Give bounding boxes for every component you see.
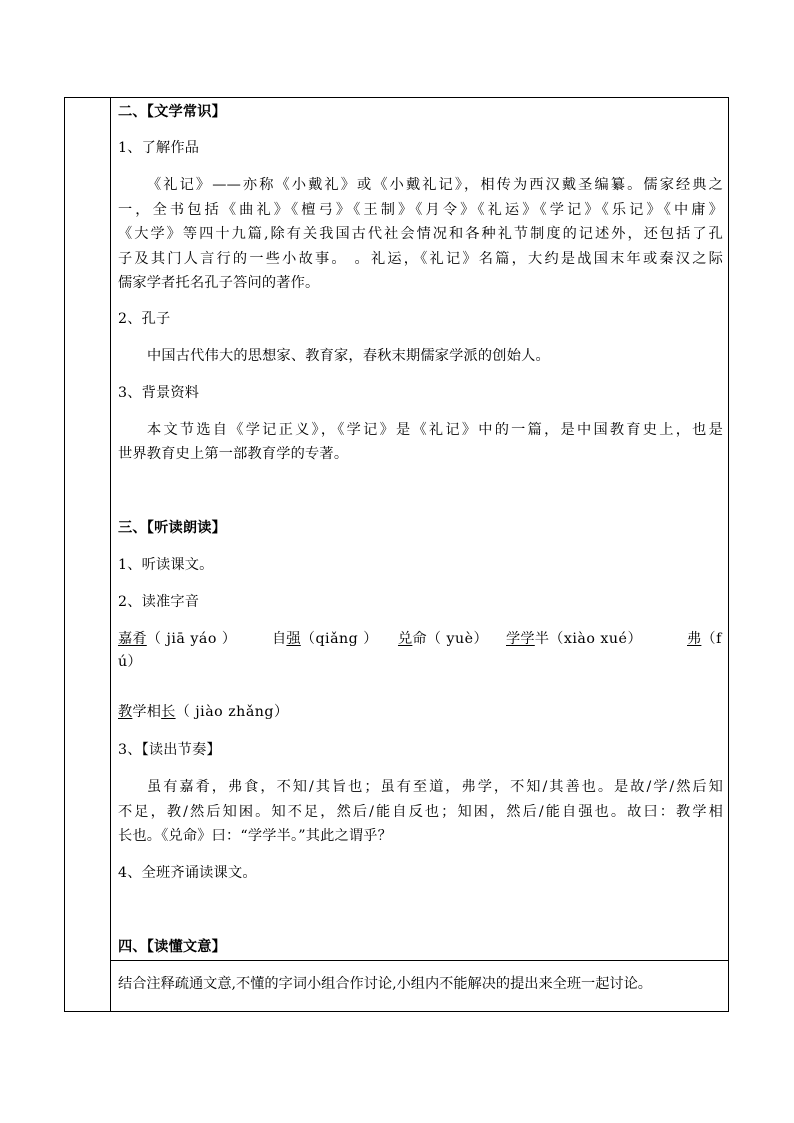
pronunciation-wrap: ú） [118,654,142,670]
rhythm-line: 长也。《兑命》曰：“学学半。”其此之谓乎？ [118,828,393,844]
section-heading-reading: 三、【听读朗读】 [118,520,227,536]
rhythm-line: 不足，教/然后知困。知不足，然后/能自反也；知困，然后/能自强也。故曰：教学相 [118,804,723,820]
list-item-listen: 1、听读课文。 [118,557,214,573]
paragraph-line: 《大学》等四十九篇,除有关我国古代社会情况和各种礼节制度的记述外，还包括了孔 [118,226,723,242]
row-divider [111,960,728,961]
section-heading-meaning: 四、【读懂文意】 [118,939,227,955]
pron-item: 自强（qiǎng ） [272,631,378,647]
rhythm-line: 虽有嘉肴，弗食，不知/其旨也；虽有至道，弗学，不知/其善也。是故/学/然后知 [147,779,723,795]
pronunciation-row-2: 教学相长（ jiào zhǎng） [118,704,289,720]
subheading-background: 3、背景资料 [118,385,200,401]
lesson-table [64,97,729,1012]
paragraph-line: 子及其门人言行的一些小故事。 。礼运，《礼记》名篇，大约是战国末年或秦汉之际 [118,251,723,267]
pron-item: 学学半（xiào xué） [506,631,643,647]
section-heading-literature: 二、【文学常识】 [118,104,227,120]
paragraph-line: 儒家学者托名孔子答问的著作。 [118,275,320,291]
list-item-rhythm: 3、【读出节奏】 [118,742,221,758]
left-column [65,98,111,1011]
paragraph-line: 《礼记》——亦称《小戴礼》或《小戴礼记》，相传为西汉戴圣编纂。儒家经典之 [147,177,723,193]
subheading-works: 1、了解作品 [118,140,200,156]
subheading-confucius: 2、孔子 [118,311,171,327]
list-item-pronunciation: 2、读准字音 [118,594,200,610]
paragraph-confucius: 中国古代伟大的思想家、教育家，春秋末期儒家学派的创始人。 [147,348,550,364]
paragraph-line: 本文节选自《学记正义》，《学记》是《礼记》中的一篇，是中国教育史上，也是 [147,422,723,438]
content-cell [111,98,728,1011]
pron-item: 弗（f [687,631,722,647]
pron-item: 嘉肴（ jiā yáo ） [118,631,237,647]
paragraph-meaning: 结合注释疏通文意,不懂的字词小组合作讨论,小组内不能解决的提出来全班一起讨论。 [118,976,652,992]
list-item-recite: 4、全班齐诵读课文。 [118,865,257,881]
pron-item: 兑命（ yuè） [398,631,489,647]
paragraph-line: 一，全书包括《曲礼》《檀弓》《王制》《月令》《礼运》《学记》《乐记》《中庸》 [118,202,723,218]
paragraph-line: 世界教育史上第一部教育学的专著。 [118,446,349,462]
